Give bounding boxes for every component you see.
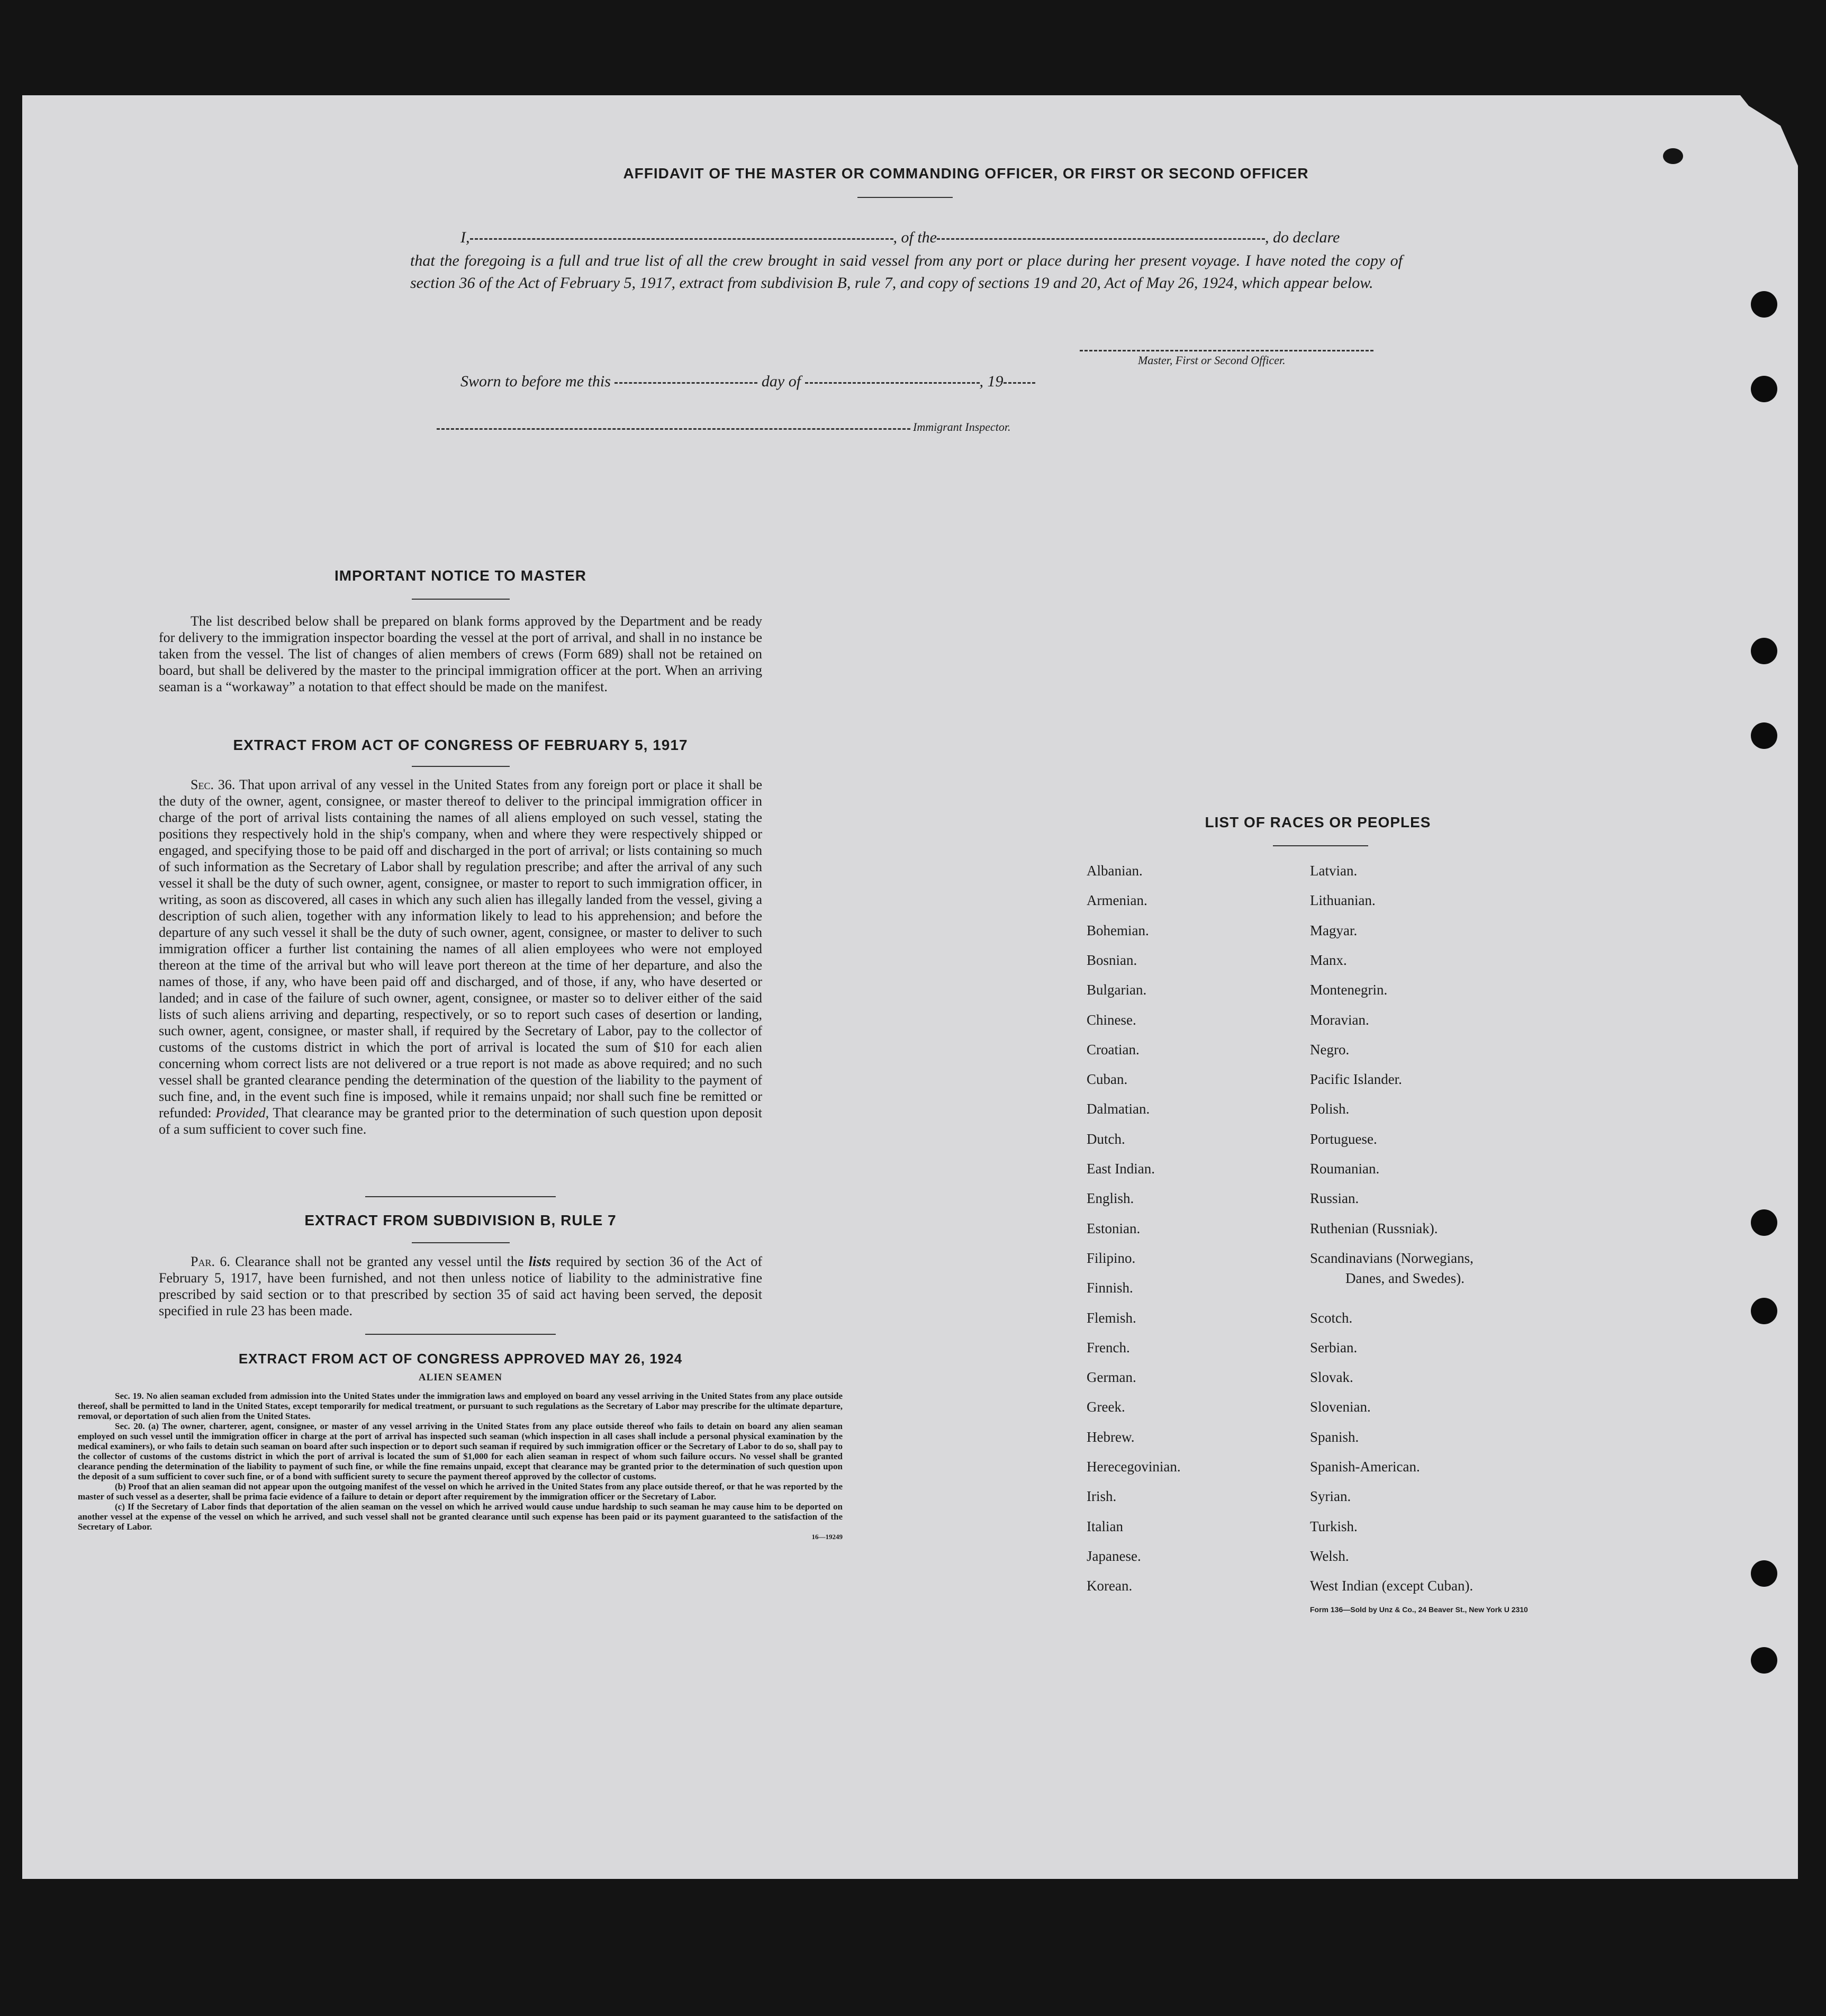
divider [412, 599, 510, 600]
section-36-tail: That clearance may be granted prior to the determination of such question upon deposit of a sum sufficient to cover such fine. [159, 1105, 763, 1137]
punch-hole [1751, 722, 1777, 749]
races-left-column [1087, 863, 1298, 1604]
inspector-signature-line[interactable] [437, 428, 910, 430]
race-item: German. [1087, 1369, 1136, 1386]
race-item: Filipino. [1087, 1250, 1136, 1266]
sec-20a-text: Sec. 20. (a) The owner, charterer, agent, consignee, or master of any vessel arriving in the United States from any place outside thereof who fails to detain on board any alien seaman employed on such vessel until the immigration officer in charge at the port of arrival has inspected such seaman (which inspection in all cases shall include a personal physical examination by the medical examiners), or who fails to detain such seaman on board after such inspection or to deport such seaman if required by such immigration officer or the Secretary of Labor to do so, shall pay to the collector of customs of the customs district in which the port of arrival is located the sum of $1,000 for each alien seaman in respect of whom such failure occurs. No vessel shall be granted clearance pending the determination of the liability to payment of such fine, or while the fine remains unpaid, except that clearance may be granted prior to the determination of such question upon the deposit of a sum sufficient to cover such fine, or of a bond with sufficient surety to secure the payment thereof approved by the collector of customs. [78, 1421, 843, 1481]
race-item: Hebrew. [1087, 1429, 1135, 1445]
race-item: Turkish. [1310, 1518, 1358, 1534]
race-item: French. [1087, 1339, 1130, 1355]
race-item: Scandinavians (Norwegians, [1310, 1250, 1474, 1266]
extract-1917-title: EXTRACT FROM ACT OF CONGRESS OF FEBRUARY 5, 1917 [233, 737, 688, 753]
notice-text: The list described below shall be prepared on blank forms approved by the Department and be ready for delivery to the immigration inspector boarding the vessel at the port of arrival, and shall in no instance be taken from the vessel. The list of changes of alien members of crews (Form 689) shall not be retained on board, but shall be delivered by the master to the principal immigration officer at the port. When an arriving seaman is a “workaway” a notation to that effect should be made on the manifest. [159, 613, 762, 694]
lists-word: lists [528, 1254, 551, 1269]
year-blank[interactable] [1004, 382, 1035, 384]
race-item: English. [1087, 1190, 1134, 1207]
race-item: Japanese. [1087, 1548, 1141, 1564]
race-item: Finnish. [1087, 1280, 1133, 1296]
race-item: Spanish-American. [1310, 1459, 1420, 1475]
race-item: Syrian. [1310, 1488, 1351, 1505]
subdivision-title: EXTRACT FROM SUBDIVISION B, RULE 7 [304, 1212, 617, 1228]
year-label: , 19 [979, 373, 1004, 390]
race-item: Pacific Islander. [1310, 1071, 1402, 1088]
race-item: Chinese. [1087, 1011, 1136, 1028]
punch-hole [1751, 1298, 1777, 1324]
sec-19-text: Sec. 19. No alien seaman excluded from admission into the United States under the immigration laws and employed on board any vessel arriving in the United States from any place outside thereof, shall be permitted to land in the United States, except temporarily for medical treatment, or pursuant to such regulations as the Secretary of Labor may prescribe for the ultimate departure, removal, or deportation of such alien from the United States. [78, 1391, 843, 1421]
race-item: Ruthenian (Russniak). [1310, 1220, 1438, 1236]
race-item: Portuguese. [1310, 1131, 1377, 1147]
rule-text-b: required by section 36 of the Act of February 5, 1917, have been furnished, and not then unless notice of liability to the administrative fine prescribed by said section or to that prescribed by section 35 of said act having been served, the deposit specified in rule 23 has been made. [159, 1254, 763, 1318]
race-item: Bosnian. [1087, 952, 1137, 968]
divider [412, 1242, 510, 1243]
extract-1917-text [159, 776, 762, 1137]
sworn-label: Sworn to before me this [460, 373, 611, 390]
race-item: Serbian. [1310, 1339, 1358, 1355]
race-item: Magyar. [1310, 922, 1358, 938]
race-item: Bulgarian. [1087, 982, 1147, 998]
race-item: Scotch. [1310, 1309, 1353, 1326]
race-item: East Indian. [1087, 1161, 1155, 1177]
race-item: Montenegrin. [1310, 982, 1388, 998]
punch-hole [1751, 1560, 1777, 1587]
vessel-blank[interactable] [937, 238, 1265, 240]
name-blank[interactable] [470, 238, 893, 240]
punch-hole [1751, 1209, 1777, 1236]
punch-hole [1751, 291, 1777, 318]
divider [1273, 845, 1368, 846]
master-label: Master, First or Second Officer. [1138, 354, 1286, 367]
race-item: Herecegovinian. [1087, 1459, 1181, 1475]
race-item: Polish. [1310, 1101, 1350, 1117]
race-item: Cuban. [1087, 1071, 1128, 1088]
divider [857, 197, 953, 198]
i-label: I, [460, 229, 470, 246]
affidavit-title: AFFIDAVIT OF THE MASTER OR COMMANDING OFFICER, OR FIRST OR SECOND OFFICER [623, 165, 1309, 182]
rule-text-a: Clearance shall not be granted any vessel until the [235, 1254, 524, 1269]
race-item: Greek. [1087, 1399, 1125, 1415]
races-right-column [1310, 863, 1585, 1604]
do-declare-label: , do declare [1265, 229, 1340, 246]
sworn-line [460, 370, 1035, 393]
divider [365, 1196, 556, 1197]
race-item: Dalmatian. [1087, 1101, 1150, 1117]
race-item: Armenian. [1087, 892, 1147, 909]
ink-blot [1663, 148, 1683, 164]
race-item: Estonian. [1087, 1220, 1141, 1236]
sec-20c-text: (c) If the Secretary of Labor finds that deportation of the alien seaman on the vessel on which he arrived would cause undue hardship to such seaman he may cause him to be deported on another vessel at the expense of the vessel on which he arrived, and such vessel shall not be granted clearance until such expense has been paid or its payment guaranteed to the satisfaction of the Secretary of Labor. [78, 1502, 843, 1532]
divider [365, 1334, 556, 1335]
notice-title: IMPORTANT NOTICE TO MASTER [334, 567, 587, 584]
paragraph-label: Par. 6. [191, 1254, 230, 1269]
race-item: Irish. [1087, 1488, 1117, 1505]
race-item: Latvian. [1310, 863, 1358, 879]
subdivision-text [159, 1253, 762, 1319]
affidavit-paragraph: that the foregoing is a full and true list of all the crew brought in said vessel from any port or place during her present voyage. I have noted the copy of section 36 of the Act of February 5, 1917, extract from subdivision B, rule 7, and copy of sections 19 and 20, Act of May 26, 1924, which appear below. [410, 252, 1403, 292]
races-continuation: Danes, and Swedes). [1345, 1270, 1465, 1286]
race-item: Roumanian. [1310, 1161, 1380, 1177]
divider [412, 766, 510, 767]
sworn-day-blank[interactable] [614, 382, 757, 384]
provided-label: Provided, [215, 1105, 269, 1120]
race-item: Dutch. [1087, 1131, 1125, 1147]
race-item: Croatian. [1087, 1041, 1140, 1057]
section-label: Sec. 36. [191, 777, 236, 792]
race-item: Korean. [1087, 1578, 1133, 1594]
sec-20b-text: (b) Proof that an alien seaman did not appear upon the outgoing manifest of the vessel on which he arrived in the United States from any place outside thereof, or that he was reported by the master of such vessel as a deserter, shall be prima facie evidence of a failure to detain or deport after requirement by the immigration officer or the Secretary of Labor. [78, 1481, 843, 1502]
race-item: Spanish. [1310, 1429, 1359, 1445]
races-title: LIST OF RACES OR PEOPLES [1205, 814, 1431, 830]
race-item: Bohemian. [1087, 922, 1149, 938]
extract-1924-text [78, 1391, 843, 1542]
race-item: Welsh. [1310, 1548, 1349, 1564]
race-item: Slovenian. [1310, 1399, 1371, 1415]
affidavit-declaration-line [460, 227, 1403, 249]
section-36-text: That upon arrival of any vessel in the United States from any foreign port or place it shall be the duty of the owner, agent, consignee, or master thereof to deliver to the principal immigration officer in charge of the port of arrival lists containing the names of all aliens employed on such vessel, stating the positions they respectively hold in the ship's company, when and where they were respectively shipped or engaged, and specifying those to be paid off and discharged in the port of arrival; or lists containing so much of such information as the Secretary of Labor shall by regulation prescribe; and after the arrival of any such vessel it shall be the duty of such owner, agent, consignee, or master to report to such immigration officer, in writing, as soon as discovered, all cases in which any such alien has illegally landed from the vessel, giving a description of such alien, together with any information likely to lead to his apprehension; and before the departure of any such vessel it shall be the duty of such owner, agent, consignee, or master to deliver to such immigration officer a further list containing the names of all alien employees who were not employed thereon at the time of the arrival but who will leave port thereon at the time of her departure, and also the names of those, if any, who have been paid off and discharged, and of those, if any, who have deserted or landed; and in case of the failure of such owner, agent, consignee, or master so to deliver either of the said lists of such aliens arriving and departing, respectively, or so to report such cases of desertion or landing, such owner, agent, consignee, or master shall, if required by the Secretary of Labor, pay to the collector of customs of the customs district in which the port of arrival is located the sum of $10 for each alien concerning whom correct lists are not delivered or a true report is not made as above required; and no such vessel shall be granted clearance pending the determination of the question of the liability to the payment of such fine, and, in the event such fine is imposed, while it remains unpaid; nor shall such fine be remitted or refunded: [159, 777, 762, 1120]
sworn-month-blank[interactable] [805, 382, 980, 384]
race-item: Lithuanian. [1310, 892, 1376, 909]
race-item: Russian. [1310, 1190, 1359, 1207]
punch-hole [1751, 638, 1777, 664]
punch-hole [1751, 376, 1777, 402]
day-of-label: day of [761, 373, 801, 390]
race-item: Albanian. [1087, 863, 1143, 879]
race-item: Italian [1087, 1518, 1123, 1534]
form-footer: Form 136—Sold by Unz & Co., 24 Beaver St., New York U 2310 [1310, 1605, 1528, 1614]
race-item: Flemish. [1087, 1309, 1136, 1326]
form-code: 16—19249 [811, 1533, 843, 1541]
extract-1924-title: EXTRACT FROM ACT OF CONGRESS APPROVED MAY 26, 1924 [238, 1351, 683, 1367]
race-item: Slovak. [1310, 1369, 1353, 1386]
race-item: Negro. [1310, 1041, 1350, 1057]
race-item: West Indian (except Cuban). [1310, 1578, 1474, 1594]
race-item: Manx. [1310, 952, 1347, 968]
alien-seamen-subtitle: ALIEN SEAMEN [418, 1372, 503, 1383]
punch-hole [1751, 1647, 1777, 1674]
race-item: Moravian. [1310, 1011, 1369, 1028]
of-the-label: , of the [893, 229, 937, 246]
inspector-label: Immigrant Inspector. [913, 420, 1011, 433]
